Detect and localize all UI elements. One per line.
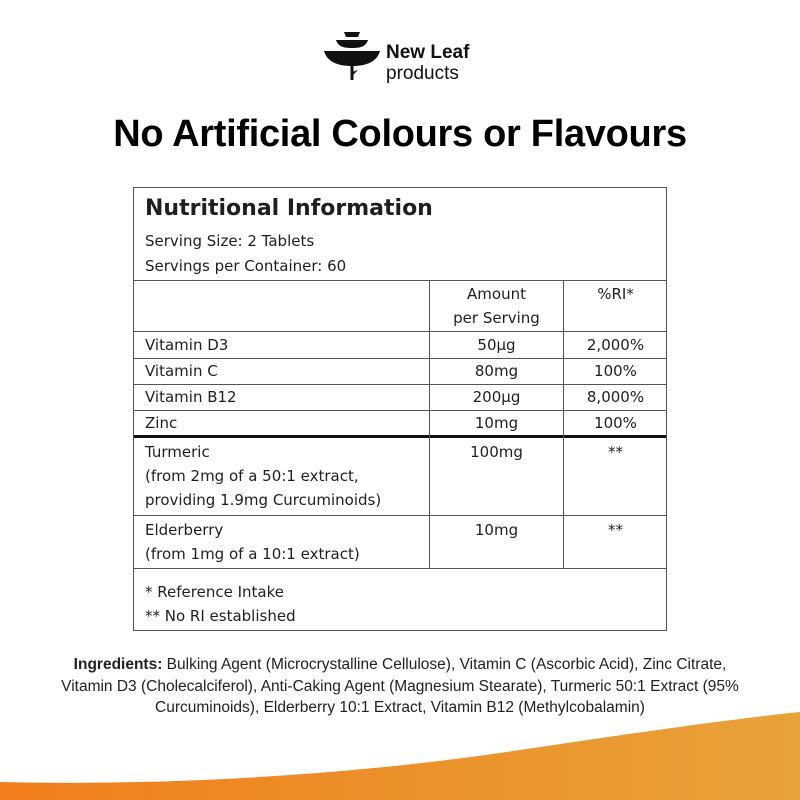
row-name: Zinc	[145, 414, 178, 432]
servings-per-container: Servings per Container: 60	[145, 257, 347, 275]
divider	[134, 515, 666, 516]
extract-ri: **	[608, 521, 623, 539]
divider	[134, 331, 666, 332]
extract-detail: (from 1mg of a 10:1 extract)	[145, 545, 360, 563]
brand-subname: products	[386, 63, 459, 84]
divider	[134, 410, 666, 411]
brand-logo	[322, 28, 482, 90]
row-amount: 200µg	[472, 388, 521, 406]
row-name: Vitamin B12	[145, 388, 237, 406]
page-headline: No Artificial Colours or Flavours	[113, 113, 687, 155]
ingredients-list: Bulking Agent (Microcrystalline Cellulose), Vitamin C (Ascorbic Acid), Zinc Citrate, Vitamin D3 (Cholecalciferol), Anti-Caking Agent (Magnesium Stearate), Turmeric 50:1 Extract (95% Curcuminoids), Elderberry 10:1 Extract, Vitamin B12 (Methylcobalamin)	[61, 656, 739, 716]
divider	[134, 568, 666, 569]
row-ri: 8,000%	[586, 388, 645, 406]
nutrition-table	[133, 187, 667, 631]
extract-detail: providing 1.9mg Curcuminoids)	[145, 491, 382, 509]
row-ri: 100%	[594, 414, 637, 432]
extract-amount: 10mg	[474, 521, 519, 539]
extract-ri: **	[608, 443, 623, 461]
row-ri: 2,000%	[586, 336, 645, 354]
decorative-wave	[0, 690, 800, 800]
divider	[134, 280, 666, 281]
ingredients-label: Ingredients:	[73, 656, 163, 673]
row-ri: 100%	[594, 362, 637, 380]
extract-name: Elderberry	[145, 521, 224, 539]
footnote: ** No RI established	[145, 607, 296, 625]
divider	[134, 358, 666, 359]
extract-amount: 100mg	[470, 443, 523, 461]
row-name: Vitamin D3	[145, 336, 229, 354]
section-divider	[134, 435, 666, 438]
extract-detail: (from 2mg of a 50:1 extract,	[145, 467, 359, 485]
brand-name: New Leaf	[386, 42, 470, 63]
leaf-tree-icon	[322, 28, 382, 88]
row-amount: 10mg	[474, 414, 519, 432]
row-amount: 50µg	[477, 336, 516, 354]
col-header-amount-sub: per Serving	[453, 309, 540, 327]
nutrition-title: Nutritional Information	[145, 196, 433, 221]
col-header-ri: %RI*	[597, 285, 634, 303]
footnote: * Reference Intake	[145, 583, 284, 601]
serving-size: Serving Size: 2 Tablets	[145, 232, 315, 250]
divider	[134, 384, 666, 385]
extract-name: Turmeric	[145, 443, 210, 461]
row-amount: 80mg	[474, 362, 519, 380]
col-header-amount: Amount	[467, 285, 526, 303]
row-name: Vitamin C	[145, 362, 218, 380]
